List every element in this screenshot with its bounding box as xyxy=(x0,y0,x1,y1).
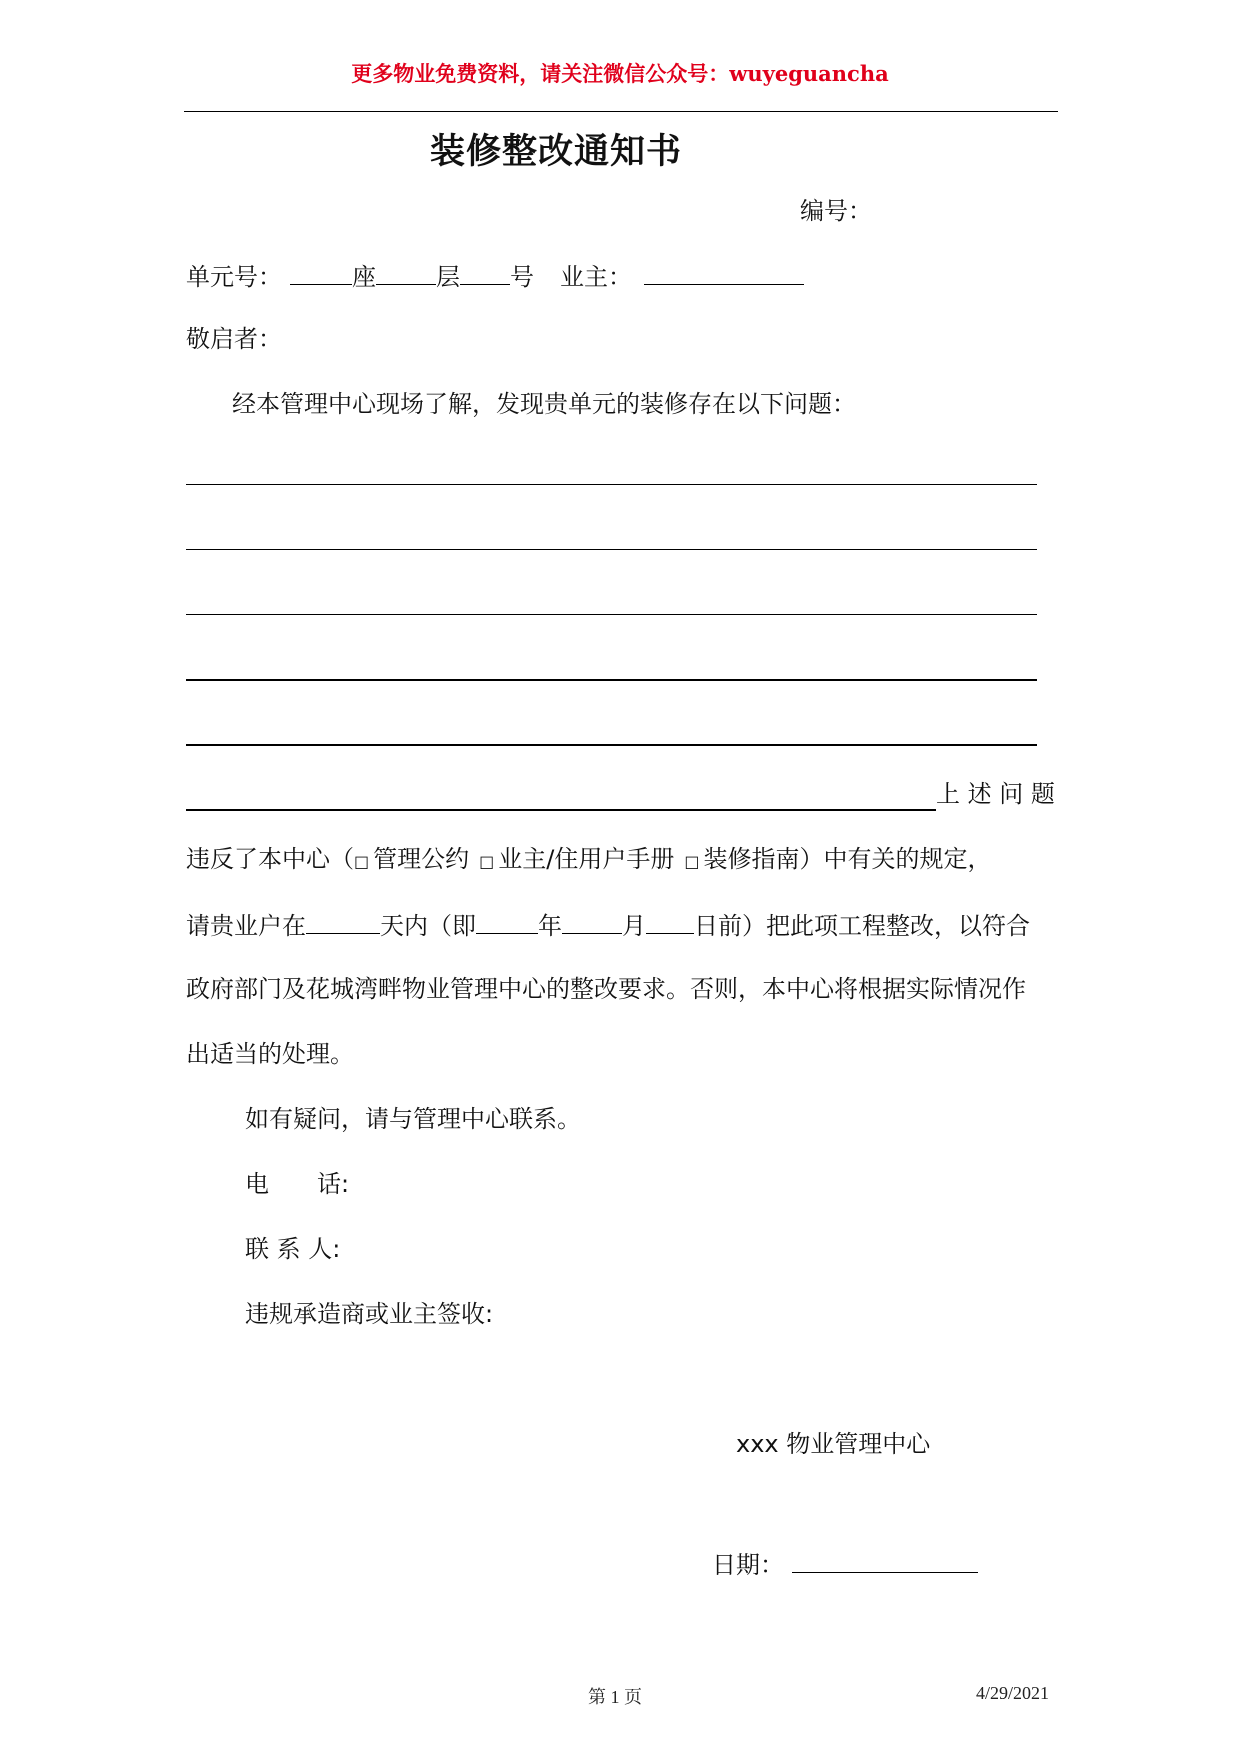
owner-blank[interactable] xyxy=(644,260,804,285)
violation-line-2 xyxy=(186,909,1030,941)
deadline-prefix: 请贵业户在 xyxy=(186,912,306,940)
option-management-pact: 管理公约 xyxy=(373,845,470,873)
date-blank[interactable] xyxy=(792,1548,978,1573)
floor-blank[interactable] xyxy=(376,260,436,285)
violation-prefix: 违反了本中心（ xyxy=(186,845,354,873)
option-owner-handbook: 业主/住用户手册 xyxy=(498,845,675,873)
seat-blank[interactable] xyxy=(290,260,352,285)
days-blank[interactable] xyxy=(306,909,380,934)
salutation: 敬启者： xyxy=(186,325,282,353)
violation-line-3: 政府部门及花城湾畔物业管理中心的整改要求。否则，本中心将根据实际情况作 xyxy=(186,975,1026,1003)
days-label: 天内（即 xyxy=(380,912,476,940)
number-label: 号 xyxy=(510,263,534,291)
issue-line-6[interactable] xyxy=(186,809,936,811)
issue-line-4[interactable] xyxy=(186,679,1037,681)
date-row xyxy=(712,1548,978,1580)
year-blank[interactable] xyxy=(476,909,538,934)
header-divider xyxy=(184,111,1058,112)
option-renovation-guide: 装修指南 xyxy=(703,845,800,873)
violation-line-4: 出适当的处理。 xyxy=(186,1040,354,1068)
footer-date: 4/29/2021 xyxy=(976,1683,1050,1703)
contact-person-label: 联 系 人: xyxy=(245,1235,341,1263)
issue-line-5[interactable] xyxy=(186,744,1037,746)
floor-label: 层 xyxy=(436,263,460,291)
deadline-suffix: 日前）把此项工程整改，以符合 xyxy=(694,912,1030,940)
year-label: 年 xyxy=(538,912,562,940)
number-blank[interactable] xyxy=(460,260,510,285)
violation-line-1 xyxy=(186,844,991,877)
violation-suffix: ）中有关的规定， xyxy=(799,845,992,873)
date-label: 日期： xyxy=(712,1551,784,1579)
above-issues-text: 上 述 问 题 xyxy=(936,780,1055,808)
month-blank[interactable] xyxy=(562,909,622,934)
unit-line xyxy=(186,260,804,292)
page-number: 第 1 页 xyxy=(588,1687,642,1707)
owner-label: 业主： xyxy=(560,263,632,291)
document-title: 装修整改通知书 xyxy=(430,132,683,172)
checkbox-icon[interactable]: □ xyxy=(684,852,700,871)
checkbox-icon[interactable]: □ xyxy=(479,852,495,871)
contact-note: 如有疑问，请与管理中心联系。 xyxy=(245,1105,581,1133)
phone-label: 电 话: xyxy=(245,1170,350,1198)
issue-line-3[interactable] xyxy=(186,614,1037,615)
day-blank[interactable] xyxy=(646,909,694,934)
issuer-organization: xxx 物业管理中心 xyxy=(736,1430,931,1458)
checkbox-icon[interactable]: □ xyxy=(354,852,370,871)
issue-line-2[interactable] xyxy=(186,549,1037,550)
month-label: 月 xyxy=(622,912,646,940)
header-note: 更多物业免费资料，请关注微信公众号：wuyeguancha xyxy=(351,61,889,86)
unit-label: 单元号： xyxy=(186,263,282,291)
issue-line-1[interactable] xyxy=(186,484,1037,485)
signoff-label: 违规承造商或业主签收: xyxy=(245,1300,494,1328)
serial-number-label: 编号： xyxy=(800,197,872,225)
intro-paragraph: 经本管理中心现场了解，发现贵单元的装修存在以下问题： xyxy=(232,390,856,418)
seat-label: 座 xyxy=(352,263,376,291)
